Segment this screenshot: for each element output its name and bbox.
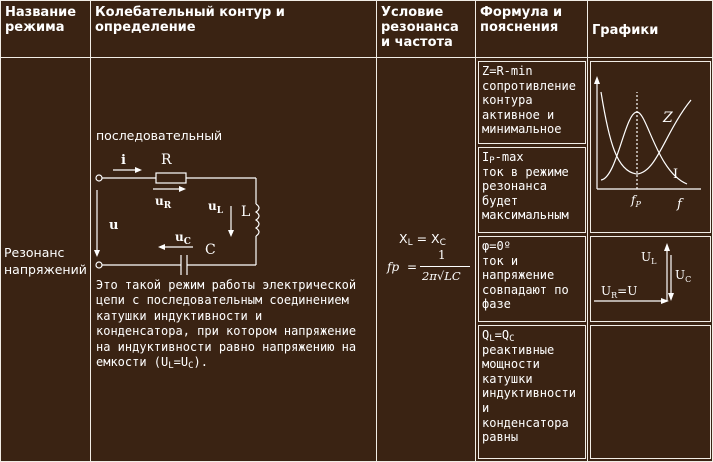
- definition-text: Это такой режим работы электрической цепи с последовательным соединением катушки индуктивности и конденсатора, при котором напряжение на индуктивности равно напряжению на емкости $(U_L=U_C)$.: [96, 278, 357, 372]
- circuit-type: последовательный: [96, 128, 223, 143]
- frequency-formula: fp = 1 2π√LC: [387, 249, 472, 289]
- explanation-1-title: Z=R-min: [482, 64, 533, 78]
- header-formula: [475, 0, 588, 58]
- graph-1: [590, 61, 711, 233]
- graph-3-empty: [590, 325, 711, 459]
- header-condition-label: Условие резонанса и частота: [381, 5, 459, 50]
- header-formula-label: Формула и пояснения: [480, 5, 563, 35]
- explanation-3: [478, 236, 586, 322]
- graph-2-label-ur: $U_R=U$: [601, 284, 638, 300]
- header-mode: [0, 0, 91, 58]
- explanation-3-text: ток и напряжение совпадают по фазе: [482, 253, 569, 312]
- explanation-2-text: ток в режиме резонанса будет максимальным: [482, 164, 569, 223]
- graph-2-label-uc: $U_C$: [675, 268, 692, 284]
- explanation-1: [478, 61, 586, 144]
- mode-name: Резонанс напряжений: [4, 245, 87, 277]
- label-R: R: [161, 152, 172, 168]
- graph-1-label-fp: $f_P$: [631, 193, 641, 209]
- resistor-symbol: [156, 173, 186, 183]
- label-C: C: [205, 242, 216, 258]
- explanation-1-text: сопротивление контура активное и минимальное: [482, 78, 576, 137]
- label-i: i: [121, 153, 126, 168]
- header-condition: [376, 0, 476, 58]
- graph-1-plot: [591, 62, 710, 232]
- inductor-symbol: [256, 204, 259, 236]
- explanation-4: [478, 325, 586, 459]
- label-uC: $u_C$: [175, 230, 191, 247]
- label-uL: $u_L$: [208, 199, 224, 216]
- explanation-2-title: $I_P-\max$: [482, 150, 524, 166]
- header-mode-label: Название режима: [5, 5, 77, 35]
- graph-1-label-i: I: [673, 167, 679, 182]
- graph-2: [590, 236, 711, 322]
- header-circuit-label: Колебательный контур и определение: [95, 5, 285, 35]
- circuit-cell: [90, 57, 377, 462]
- condition-formula: $X_L = X_C$: [399, 231, 446, 248]
- label-uR: $u_R$: [155, 194, 172, 211]
- mode-cell: [0, 57, 91, 462]
- header-circuit: [90, 0, 377, 58]
- label-u: u: [109, 218, 119, 233]
- explanation-4-text: реактивные мощности катушки индуктивности и конденсатора равны: [482, 342, 576, 445]
- condition-cell: [376, 57, 476, 462]
- header-graphs: [587, 0, 713, 58]
- graph-1-label-z: Z: [663, 110, 673, 126]
- graph-2-label-ul: $U_L$: [641, 250, 657, 266]
- label-L: L: [241, 204, 251, 220]
- explanation-3-title: φ=0º: [482, 239, 511, 253]
- graph-2-phasor: [591, 237, 710, 321]
- circuit-diagram: [91, 148, 376, 278]
- graph-1-label-f: f: [677, 197, 682, 212]
- explanation-4-title: $Q_L=Q_C$: [482, 328, 515, 344]
- header-graphs-label: Графики: [592, 23, 659, 38]
- explanation-2: [478, 147, 586, 233]
